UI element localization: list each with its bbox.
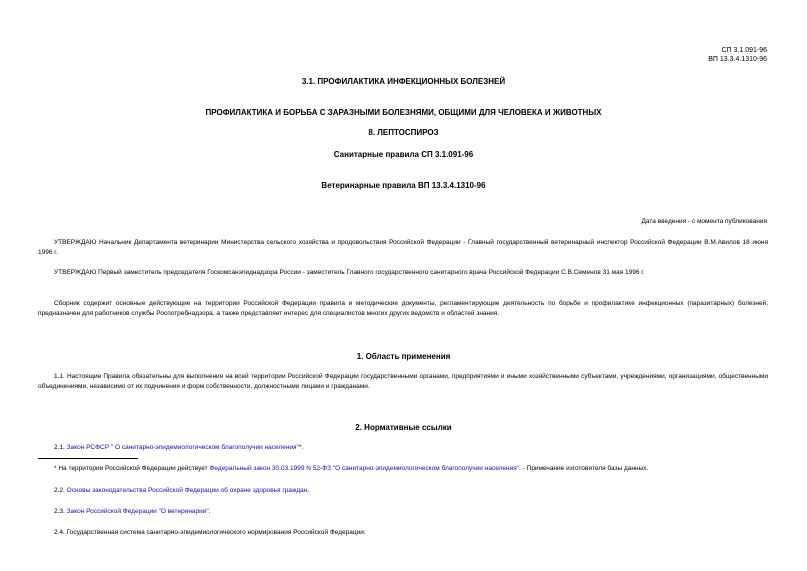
chapter-title: 8. ЛЕПТОСПИРОЗ xyxy=(368,128,439,137)
reference-2-2-prefix: 2.2. xyxy=(54,487,67,494)
intro-date: Дата введения - с момента публикования xyxy=(641,218,767,225)
footnote-link[interactable]: Федеральный закон 30.03.1999 N 52-ФЗ "О санитарно-эпидемиологическом благополучии населения" xyxy=(209,465,520,472)
reference-item-2-2 xyxy=(38,486,768,496)
scope-text: 1.1. Настоящие Правила обязательны для выполнения на всей территории Российской Федерации государственными органами, предприятиями и иными хозяйственными субъектами, учреждениями, организациями, общественными объединениями, независимо от их подчинения и форм собственности, должностными лицами и гражданами. xyxy=(38,373,768,390)
approval-first: УТВЕРЖДАЮ Начальник Департамента ветеринарии Министерства сельского хозяйства и продовольствия Российской Федерации - Главный государственный ветеринарный инспектор Российской Федерации В.М.Авилов 18 июня 1996 г. xyxy=(38,239,768,256)
footnote-prefix: * На территории Российской Федерации действует xyxy=(54,465,210,472)
reference-item-2-3 xyxy=(38,507,768,517)
reference-item-2-4: 2.4. Государственная система санитарно-эпидемиологического нормирования Российской Федерации. xyxy=(54,529,366,536)
sp-code: СП 3.1.091-96 xyxy=(721,47,767,54)
reference-2-2-suffix: . xyxy=(307,487,310,494)
scope-heading: 1. Область применения xyxy=(356,352,451,361)
collection-note: Сборник содержит основные действующие на территории Российской Федерации правила и методические документы, регламентирующие деятельность по борьбе и профилактике инфекционных (паразитарных) болезней, предназначен для работников службы Роспотребнадзора, а также представляет интерес для специалистов многих других ведомств и областей знания. xyxy=(38,300,768,317)
footnote-divider xyxy=(38,458,138,459)
reference-2-2-link[interactable]: Основы законодательства Российской Федерации об охране здоровья граждан xyxy=(66,487,308,494)
footnote-suffix: . - Примечание изготовителя базы данных. xyxy=(519,465,649,472)
reference-2-3-link[interactable]: Закон Российской Федерации "О ветеринарии" xyxy=(66,508,209,515)
reference-item-2-1 xyxy=(38,443,768,453)
subsection-title: ПРОФИЛАКТИКА И БОРЬБА С ЗАРАЗНЫМИ БОЛЕЗНЯМИ, ОБЩИМИ ДЛЯ ЧЕЛОВЕКА И ЖИВОТНЫХ xyxy=(205,108,602,117)
reference-2-1-suffix: *. xyxy=(298,444,304,451)
reference-2-3-prefix: 2.3. xyxy=(54,508,67,515)
reference-2-1-link[interactable]: Закон РСФСР " О санитарно-эпидемиологическом благополучии населения" xyxy=(66,444,299,451)
references-heading: 2. Нормативные ссылки xyxy=(355,423,452,432)
reference-2-1-prefix: 2.1. xyxy=(54,444,67,451)
document-code-block xyxy=(708,46,767,64)
veterinary-rules-title: Ветеринарные правила ВП 13.3.4.1310-96 xyxy=(321,181,486,190)
vp-code: ВП 13.3.4.1310-96 xyxy=(708,56,767,63)
sanitary-rules-title: Санитарные правила СП 3.1.091-96 xyxy=(333,150,474,159)
reference-2-3-suffix: . xyxy=(208,508,211,515)
approval-second: УТВЕРЖДАЮ Первый заместитель председателя Госкомсанэпиднадзора России - заместитель Главного государственного санитарного врача Российской Федерации С.В.Семенов 31 мая 1996 г. xyxy=(54,269,645,276)
footnote xyxy=(38,464,768,474)
section-title: 3.1. ПРОФИЛАКТИКА ИНФЕКЦИОННЫХ БОЛЕЗНЕЙ xyxy=(301,77,506,86)
